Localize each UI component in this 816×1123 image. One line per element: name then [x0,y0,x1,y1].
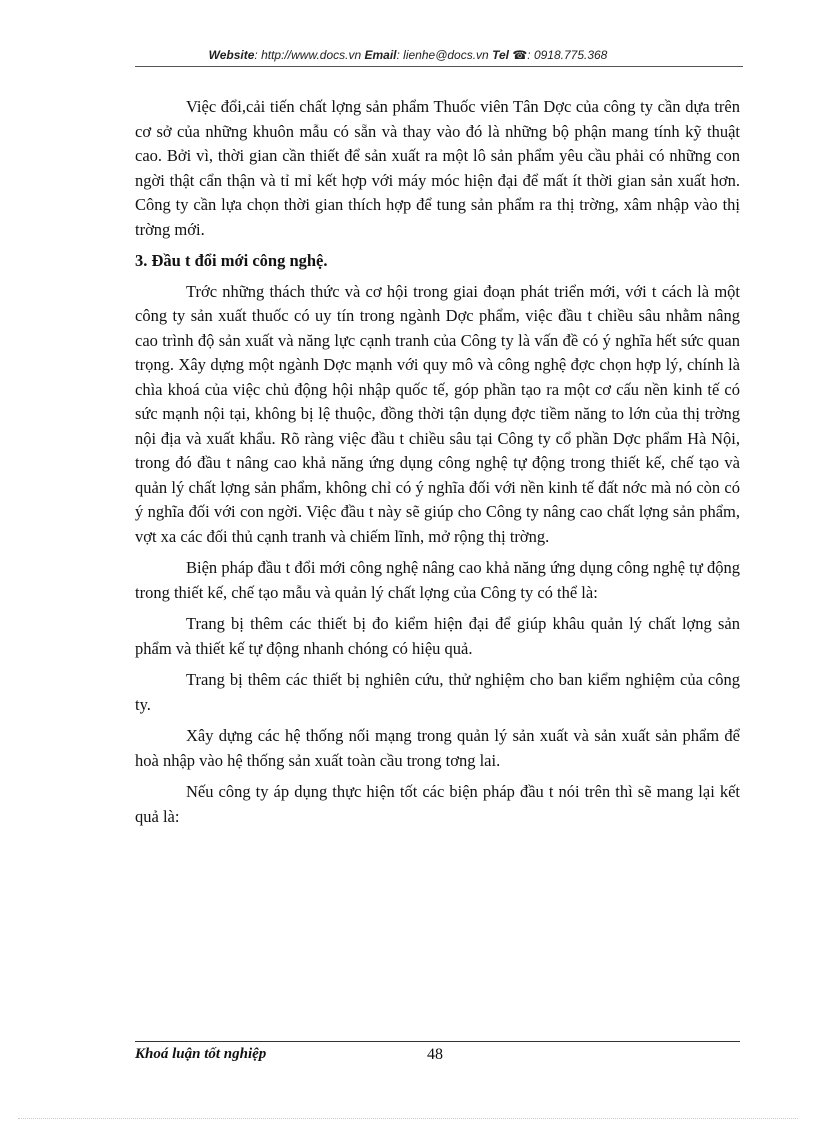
paragraph: Nếu công ty áp dụng thực hiện tốt các biện pháp đầu t nói trên thì sẽ mang lại kết quả là: [135,782,740,826]
paragraph: Xây dựng các hệ thống nối mạng trong quản lý sản xuất và sản xuất sản phẩm để hoà nhập vào hệ thống sản xuất toàn cầu trong tơng lai. [135,726,740,770]
section-heading: 3. Đầu t đổi mới công nghệ. [135,251,328,270]
header-divider [135,66,743,67]
phone-icon: ☎ [512,48,528,62]
tel-label: Tel [492,48,509,62]
website-label: Website [208,48,255,62]
page-edge [18,1118,798,1119]
paragraph: Biện pháp đầu t đổi mới công nghệ nâng cao khả năng ứng dụng công nghệ tự động trong thiết kế, chế tạo mẫu và quản lý chất lợng của Công ty có thể là: [135,558,740,602]
email-value: : lienhe@docs.vn [396,48,489,62]
email-label: Email [364,48,397,62]
paragraph-intro: Việc đổi,cải tiến chất lợng sản phẩm Thuốc viên Tân Dợc của công ty cần dựa trên cơ sở của những khuôn mẫu có sẵn và thay vào đó là những bộ phận mang tính kỹ thuật cao. Bởi vì, thời gian cần thiết để sản xuất ra một lô sản phẩm yêu cầu phải có những con ngời thật cẩn thận và tỉ mỉ kết hợp với máy móc hiện đại để mất ít thời gian sản xuất hơn. Công ty cần lựa chọn thời gian thích hợp để tung sản phẩm ra thị trờng, xâm nhập vào thị trờng mới. [135,97,740,239]
paragraph: Trang bị thêm các thiết bị đo kiểm hiện đại để giúp khâu quản lý chất lợng sản phẩm và thiết kế tự động nhanh chóng có hiệu quả. [135,614,740,658]
footer-title: Khoá luận tốt nghiệp [135,1046,267,1062]
footer-divider [135,1041,740,1042]
document-body [135,95,740,836]
paragraph: Trớc những thách thức và cơ hội trong giai đoạn phát triển mới, với t cách là một công ty sản xuất thuốc có uy tín trong ngành Dợc phẩm, việc đầu t chiều sâu nhằm nâng cao trình độ sản xuất và năng lực cạnh tranh của Công ty là vấn đề có ý nghĩa hết sức quan trọng. Xây dựng một ngành Dợc mạnh với quy mô và công nghệ đợc chọn hợp lý, chính là chìa khoá của việc chủ động hội nhập quốc tế, góp phần tạo ra một cơ cấu nền kinh tế có sức mạnh nội tại, không bị lệ thuộc, đồng thời tận dụng đợc tiềm năng to lớn của thị trờng nội địa và xuất khẩu. Rõ ràng việc đầu t chiều sâu tại Công ty cổ phần Dợc phẩm Hà Nội, trong đó đầu t nâng cao khả năng ứng dụng công nghệ tự động trong thiết kế, chế tạo và quản lý chất lợng sản phẩm, không chỉ có ý nghĩa đối với nền kinh tế đất nớc mà nó còn có ý nghĩa đối với con ngời. Việc đầu t này sẽ giúp cho Công ty nâng cao chất lợng sản phẩm, vợt xa các đối thủ cạnh tranh và chiếm lĩnh, mở rộng thị trờng. [135,281,740,546]
website-value: : http://www.docs.vn [254,48,362,62]
tel-value: : 0918.775.368 [527,48,608,62]
page-header [0,48,816,62]
paragraph: Trang bị thêm các thiết bị nghiên cứu, thử nghiệm cho ban kiểm nghiệm của công ty. [135,670,740,714]
page-number: 48 [427,1046,443,1063]
